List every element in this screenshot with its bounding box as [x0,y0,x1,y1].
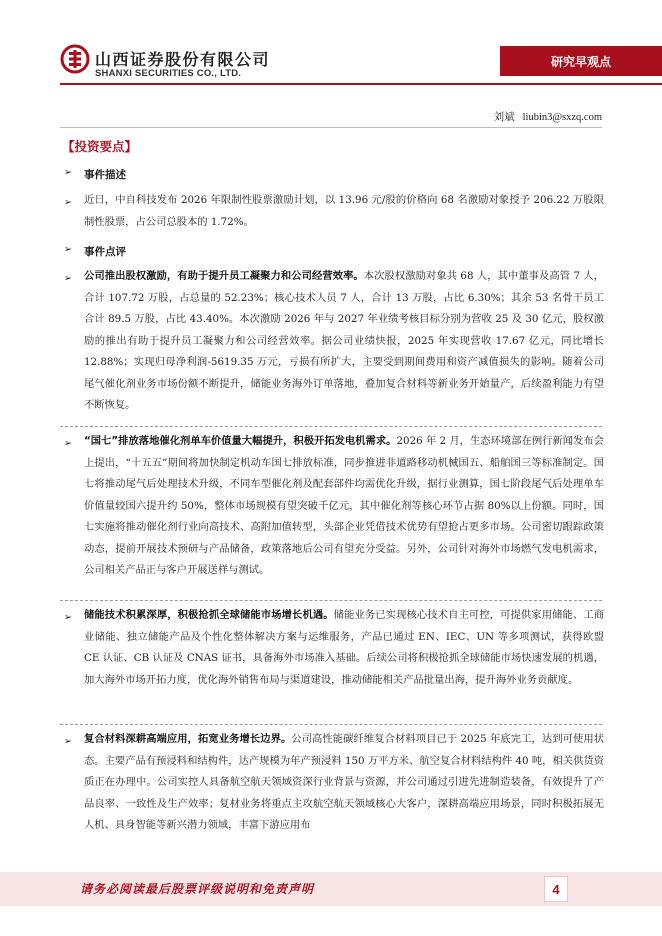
point-paragraph-guoqi [84,431,604,582]
analyst-name: 刘斌 [493,111,515,123]
point-paragraph-energy-storage [84,605,604,691]
header-rule [60,83,662,85]
arrow-bullet-icon: ➢ [64,197,72,208]
page-number: 4 [544,876,568,902]
report-type-banner: 研究早观点 [500,46,662,76]
analyst-rule [60,127,602,128]
event-desc-text: 近日，中自科技发布 2026 年限制性股票激励计划，以 13.96 元/股的价格向 68 名激励对象授予 206.22 万股限制性股票，占公司总股本的 1.72%。 [84,194,604,228]
dashed-divider [60,724,602,725]
dashed-divider [60,426,602,427]
arrow-bullet-icon: ➢ [64,244,72,255]
analyst-info [494,109,602,124]
point-lead: 公司推出股权激励，有助于提升员工凝聚力和公司经营效率。 [84,270,364,282]
page-header [0,0,662,100]
point-lead: 复合材料深耕高端应用，拓宽业务增长边界。 [84,733,292,745]
event-comment-heading: 事件点评 [84,246,126,258]
arrow-bullet-icon: ➢ [64,273,72,284]
point-body: 本次股权激励对象共 68 人，其中董事及高管 7 人，合计 107.72 万股，占总量的 52.23%；核心技术人员 7 人，合计 13 万股，占比 6.30%；其余 53 名骨干员工合计 89.5 万股，占比 43.40%。本次激励 2026 年与 2027 年业绩考核目标分别为营收 25 及 30 亿元，股权激励的推出有助于提升员工凝聚力和公司经营效率。据公司业绩快报，2025 年实现营收 17.67 亿元，同比增长 12.88%；实现归母净利润-5619.35 万元，亏损有所扩大，主要受到期间费用和资产减值损失的影响。随着公司尾气催化剂业务市场份额不断提升，储能业务海外订单落地，叠加复合材料等新业务开始量产，后续盈利能力有望不断恢复。 [84,270,604,411]
shanxi-securities-logo-icon [60,44,90,74]
analyst-email[interactable]: liubin3@sxzq.com [522,112,602,123]
point-paragraph-equity-incentive [84,266,604,417]
point-lead: “国七”排放落地催化剂单车价值量大幅提升，积极开拓发电机需求。 [84,435,397,447]
arrow-bullet-icon: ➢ [64,167,72,178]
event-desc-heading: 事件描述 [84,169,126,181]
footer-disclaimer[interactable]: 请务必阅读最后股票评级说明和免责声明 [80,882,315,896]
company-name-en: SHANXI SECURITIES CO., LTD. [95,68,242,79]
arrow-bullet-icon: ➢ [64,736,72,747]
point-body: 2026 年 2 月，生态环境部在例行新闻发布会上提出，“十五五”期间将加快制定机动车国七排放标准，同步推进非道路移动机械国五、船舶国三等标准制定。国七将推动尾气后处理技术升级，不同车型催化剂及配套部件均需优化升级，据行业测算，国七阶段尾气后处理单车价值量较国六提升约 50%，整体市场规模有望突破千亿元，其中催化剂等核心环节占据 80%以上份额。同时，国七实施将推动催化剂行业向高技术、高附加值转型，头部企业凭借技术优势有望抢占更多市场。公司密切跟踪政策动态，提前开展技术预研与产品储备，政策落地后公司有望充分受益。另外，公司针对海外市场燃气发电机需求，公司相关产品正与客户开展送样与测试。 [84,435,604,576]
point-paragraph-composites [84,729,604,837]
section-title: 【投资要点】 [62,139,138,154]
company-name-cn: 山西证券股份有限公司 [95,50,271,69]
point-lead: 储能技术积累深厚，积极抢抓全球储能市场增长机遇。 [84,609,334,621]
arrow-bullet-icon: ➢ [64,612,72,623]
point-body: 储能业务已实现核心技术自主可控，可提供家用储能、工商业储能、独立储能产品及个性化整体解决方案与运维服务，产品已通过 EN、IEC、UN 等多项测试，获得欧盟 CE 认证、CB 认证及 CNAS 证书，具备海外市场准入基础。后续公司将积极抢抓全球储能市场快速发展的机遇，加大海外市场开拓力度，优化海外销售布局与渠道建设，推动储能相关产品批量出海，提升海外业务贡献度。 [84,609,605,686]
point-body: 公司高性能碳纤维复合材料项目已于 2025 年底完工，达到可使用状态。主要产品有预浸料和结构件，达产规模为年产预浸料 150 万平方米、航空复合材料结构件 40 吨，相关供货资质正在办理中。公司实控人具备航空航天领域资深行业背景与资源，并公司通过引进先进制造装备，有效提升了产品良率、一致性及生产效率；复材业务将重点主攻航空航天领域核心大客户，深耕高端应用场景，同时积极拓展无人机、具身智能等新兴潜力领域，丰富下游应用布 [84,733,605,831]
arrow-bullet-icon: ➢ [64,438,72,449]
dashed-divider [60,600,602,601]
